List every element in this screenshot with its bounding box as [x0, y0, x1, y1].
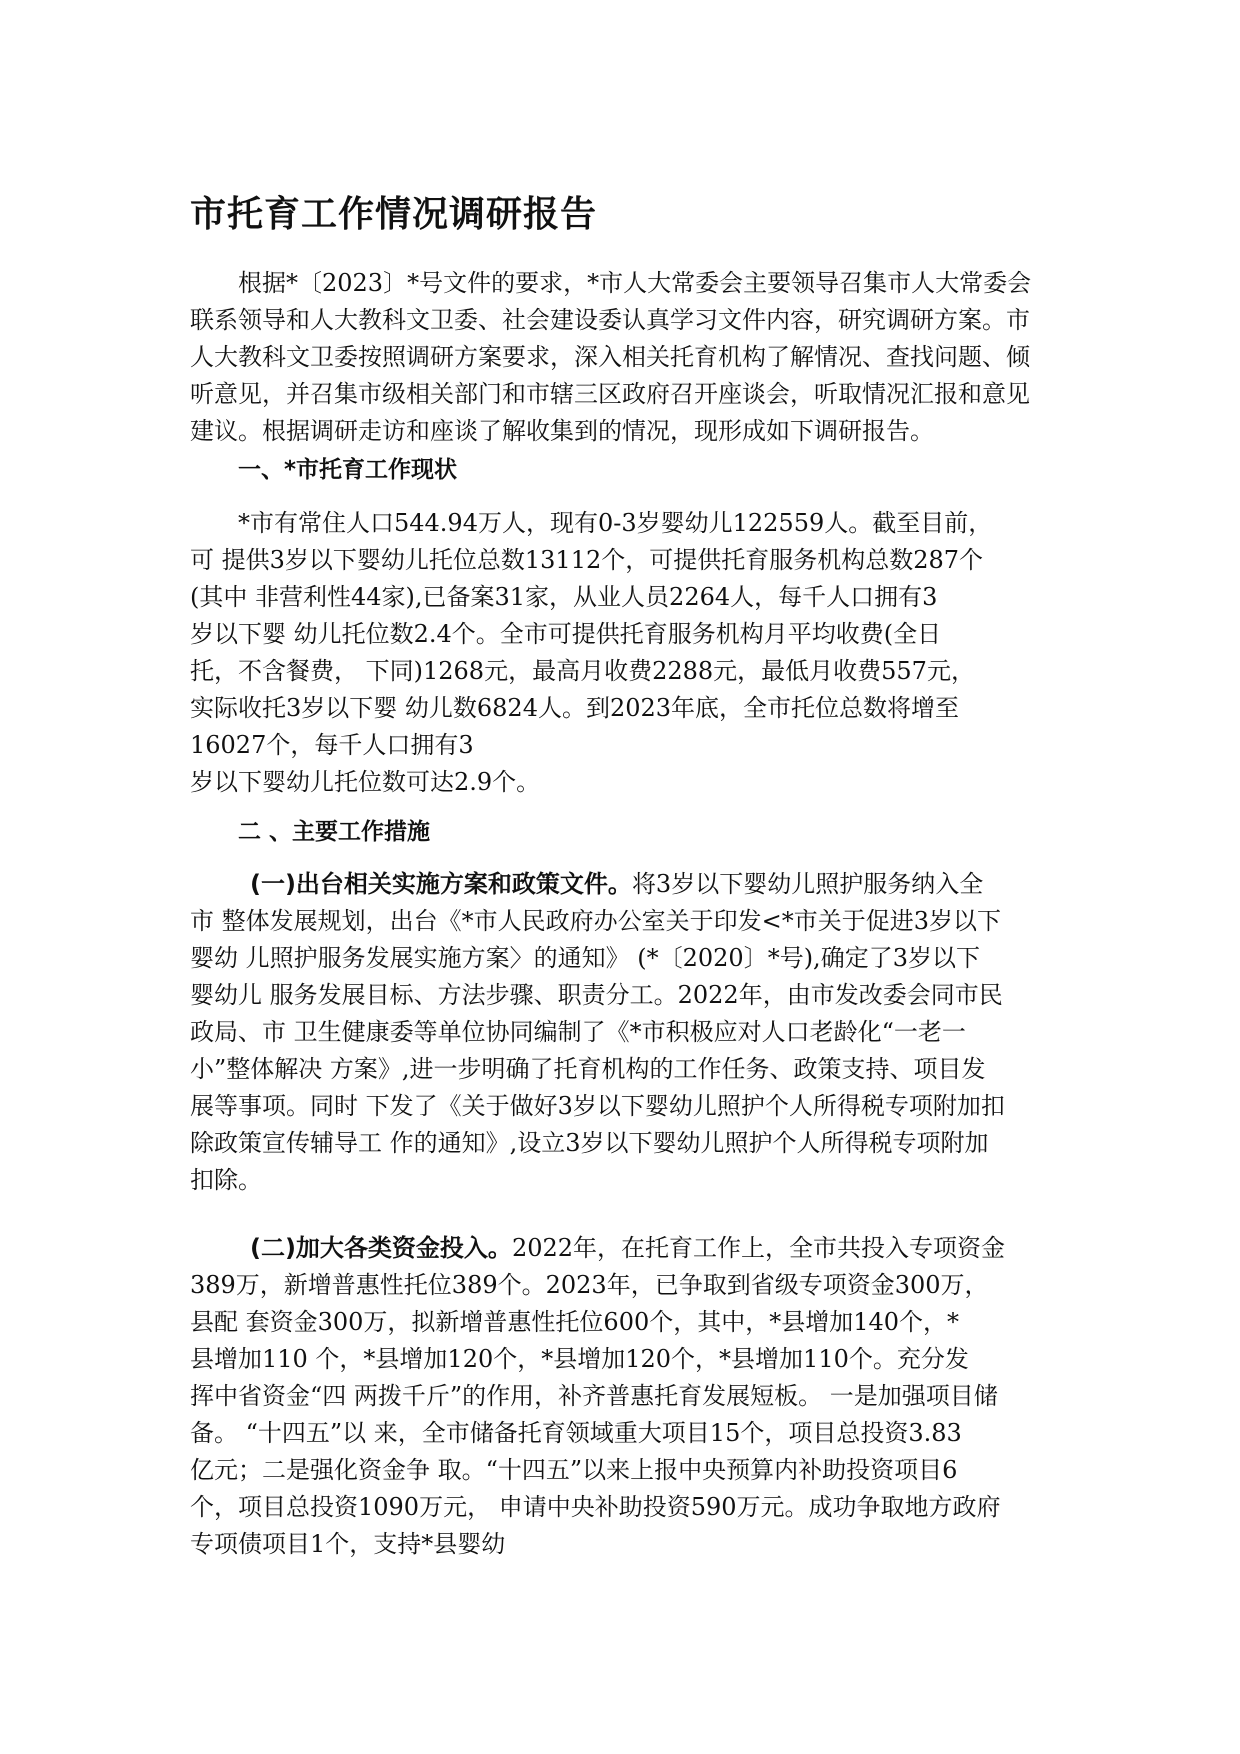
section1-line: 岁以下婴 幼儿托位数2.4个。全市可提供托育服务机构月平均收费(全日 [190, 620, 942, 648]
item1-line: 除政策宣传辅导工 作的通知》,设立3岁以下婴幼儿照护个人所得税专项附加 [190, 1129, 989, 1157]
section1-line: 托，不含餐费， 下同)1268元，最高月收费2288元，最低月收费557元， [190, 657, 975, 685]
item1-line: 政局、市 卫生健康委等单位协同编制了《*市积极应对人口老龄化“一老一 [190, 1018, 966, 1046]
item1-line: 小”整体解决 方案》,进一步明确了托育机构的工作任务、政策支持、项目发 [190, 1055, 986, 1083]
item2-line: 县配 套资金300万，拟新增普惠性托位600个，其中，*县增加140个，* [190, 1308, 960, 1336]
section1-line: *市有常住人口544.94万人，现有0-3岁婴幼儿122559人。截至目前， [238, 509, 993, 537]
item2-line: 个，项目总投资1090万元， 申请中央补助投资590万元。成功争取地方政府 [190, 1493, 1001, 1521]
section2-item1-paragraph [190, 866, 1060, 1199]
section1-line: (其中 非营利性44家),已备案31家，从业人员2264人，每千人口拥有3 [190, 583, 938, 611]
item2-first-rest: 2022年，在托育工作上，全市共投入专项资金 [511, 1234, 1006, 1262]
item1-first-line [190, 866, 1060, 903]
item2-lead: (二)加大各类资金投入。 [250, 1234, 512, 1262]
item1-line: 扣除。 [190, 1166, 262, 1194]
section2-item2-paragraph [190, 1230, 1060, 1563]
item2-line: 县增加110 个，*县增加120个，*县增加120个，*县增加110个。充分发 [190, 1345, 969, 1373]
intro-line: 人大教科文卫委按照调研方案要求，深入相关托育机构了解情况、查找问题、倾 [190, 343, 1030, 371]
section1-heading: 一、*市托育工作现状 [238, 457, 458, 483]
item2-line: 亿元；二是强化资金争 取。“十四五”以来上报中央预算内补助投资项目6 [190, 1456, 958, 1484]
item1-lead: (一)出台相关实施方案和政策文件。 [250, 870, 632, 898]
item1-first-rest: 将3岁以下婴幼儿照护服务纳入全 [631, 870, 984, 898]
intro-line: 听意见，并召集市级相关部门和市辖三区政府召开座谈会，听取情况汇报和意见 [190, 380, 1030, 408]
section1-line: 16027个，每千人口拥有3 [190, 731, 474, 759]
intro-paragraph [190, 265, 1060, 450]
intro-line: 联系领导和人大教科文卫委、社会建设委认真学习文件内容，研究调研方案。市 [190, 306, 1030, 334]
intro-line: 建议。根据调研走访和座谈了解收集到的情况，现形成如下调研报告。 [190, 417, 934, 445]
intro-line: 根据*〔2023〕*号文件的要求，*市人大常委会主要领导召集市人大常委会 [238, 269, 1032, 297]
section1-line: 岁以下婴幼儿托位数可达2.9个。 [190, 768, 541, 796]
item1-line: 婴幼 儿照护服务发展实施方案〉的通知》 (*〔2020〕*号),确定了3岁以下 [190, 944, 980, 972]
section1-line: 实际收托3岁以下婴 幼儿数6824人。到2023年底，全市托位总数将增至 [190, 694, 960, 722]
item1-line: 展等事项。同时 下发了《关于做好3岁以下婴幼儿照护个人所得税专项附加扣 [190, 1092, 1005, 1120]
document-title: 市托育工作情况调研报告 [190, 194, 598, 235]
item2-line: 专项债项目1个，支持*县婴幼 [190, 1530, 506, 1558]
section1-line: 可 提供3岁以下婴幼儿托位总数13112个，可提供托育服务机构总数287个 [190, 546, 984, 574]
section1-paragraph [190, 505, 1060, 801]
item1-line: 婴幼儿 服务发展目标、方法步骤、职责分工。2022年，由市发改委会同市民 [190, 981, 1003, 1009]
item1-line: 市 整体发展规划，出台《*市人民政府办公室关于印发<*市关于促进3岁以下 [190, 907, 1002, 935]
item2-line: 挥中省资金“四 两拨千斤”的作用，补齐普惠托育发展短板。 一是加强项目储 [190, 1382, 998, 1410]
item2-line: 备。 “十四五”以 来，全市储备托育领域重大项目15个，项目总投资3.83 [190, 1419, 962, 1447]
section2-heading: 二 、主要工作措施 [238, 819, 431, 845]
item2-first-line [190, 1230, 1060, 1267]
item2-line: 389万，新增普惠性托位389个。2023年，已争取到省级专项资金300万， [190, 1271, 989, 1299]
